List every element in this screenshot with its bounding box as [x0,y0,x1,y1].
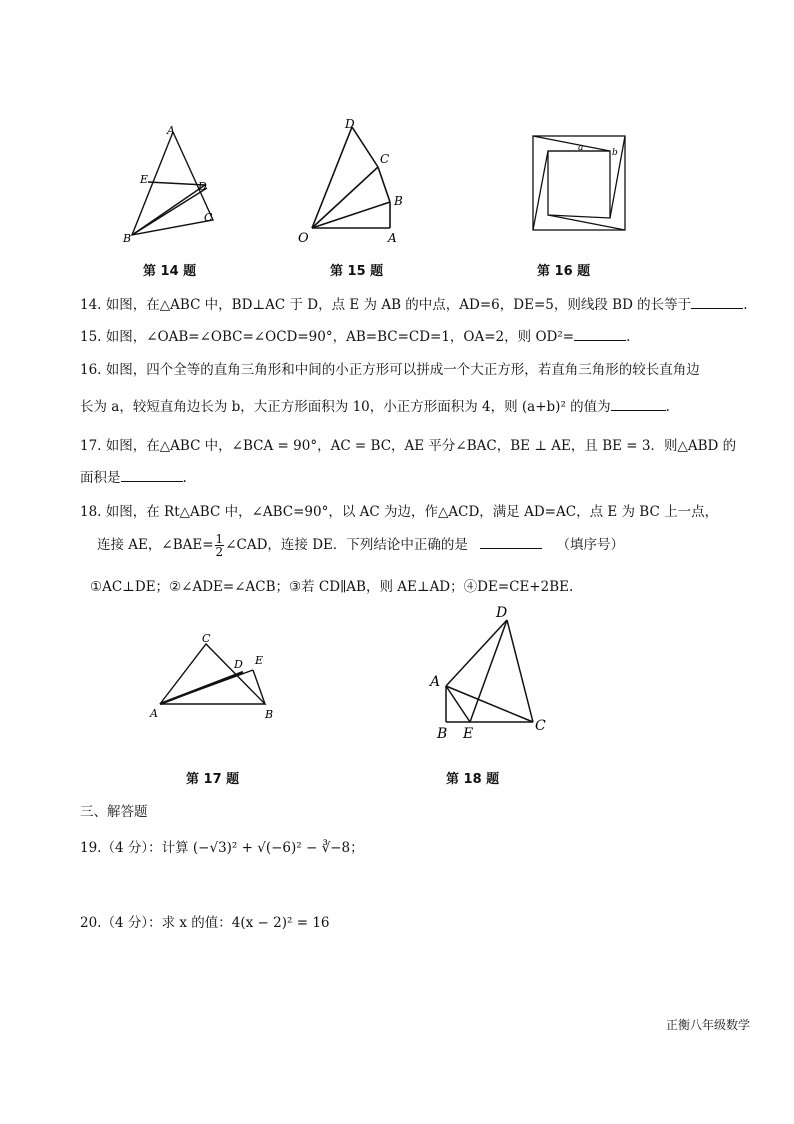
question-14: 14. 如图，在△ABC 中，BD⊥AC 于 D，点 E 为 AB 的中点，AD=6，DE=5，则线段 BD 的长等于 . [80,297,748,313]
segment-de [470,620,507,722]
figure-14-diagram [115,120,225,245]
caption-16: 第 16 题 [537,264,591,279]
answer-blank-18[interactable] [480,536,542,549]
label-a: A [150,707,158,720]
footer-label: 正衡八年级数学 [665,1018,750,1032]
label-c: C [204,211,213,224]
figure-18 [425,600,565,745]
caption-18: 第 18 题 [446,772,500,787]
segment-ad [446,620,507,686]
question-18-line3: ①AC⊥DE；②∠ADE=∠ACB；③若 CD∥AB，则 AE⊥AD；④DE=CE+2BE. [90,579,574,595]
question-19: 19.（4 分）：计算 (−√3)² + √(−6)² − ∛−8； [80,840,364,856]
figure-16 [530,133,630,233]
answer-blank-15[interactable] [574,328,626,341]
label-d: D [234,658,243,671]
figure-17-diagram [145,632,285,724]
label-b: B [123,232,132,245]
segment-be [253,670,265,704]
caption-15: 第 15 题 [330,264,384,279]
label-e: E [255,654,264,667]
triangle-abc [160,644,265,704]
figure-15-diagram [290,115,420,245]
answer-blank-16[interactable] [611,398,666,411]
small-square [548,151,610,218]
label-a: A [388,231,397,245]
fraction-half: $\frac{1}{2}$ [215,532,224,559]
label-e: E [140,173,149,186]
label-b: B [265,708,274,721]
label-a: A [430,674,441,690]
figure-17 [145,632,285,724]
section-heading: 三、解答题 [80,804,148,820]
caption-17: 第 17 题 [186,772,240,787]
label-d: D [496,605,508,621]
label-d: D [198,180,207,193]
label-e: E [463,726,474,742]
label-b: b [612,148,618,158]
question-18-line1: 18. 如图，在 Rt△ABC 中，∠ABC=90°，以 AC 为边，作△ACD，满足 AD=AC，点 E 为 BC 上一点， [80,504,719,520]
segment-oc [312,167,378,228]
segment-bc [378,167,390,202]
question-17-line1: 17. 如图，在△ABC 中，∠BCA = 90°，AC = BC，AE 平分∠BAC，BE ⊥ AE，且 BE = 3．则△ABD 的 [80,438,737,454]
label-d: D [345,117,355,131]
question-15: 15. 如图，∠OAB=∠OBC=∠OCD=90°，AB=BC=CD=1，OA=2，则 OD²= . [80,329,631,345]
label-b: B [437,726,448,742]
label-a: A [167,124,175,137]
segment-od [312,127,352,228]
answer-blank-14[interactable] [691,296,743,309]
segment-cd [352,127,378,167]
label-c: C [380,152,390,166]
segment-cd [507,620,533,722]
answer-blank-17[interactable] [121,469,183,482]
label-a: a [578,143,584,153]
figure-14 [115,120,225,245]
figure-16-diagram [530,133,630,233]
label-c: C [202,632,211,645]
label-c: C [535,718,546,734]
figure-15 [290,115,420,245]
question-16-line2: 长为 a，较短直角边长为 b，大正方形面积为 10，小正方形面积为 4，则 (a+b)² 的值为 . [80,399,670,415]
segment-ob [312,202,390,228]
question-20: 20.（4 分）：求 x 的值：4(x − 2)² = 16 [80,915,330,931]
label-b: B [394,194,403,208]
segment-ac [446,686,533,722]
question-18-line2: 连接 AE，∠BAE= $\frac{1}{2}$ ∠CAD，连接 DE．下列结论中正确的是 （填序号） [97,532,624,559]
figure-18-diagram [425,600,565,745]
question-16-line1: 16. 如图，四个全等的直角三角形和中间的小正方形可以拼成一个大正方形，若直角三角形的较长直角边 [80,362,700,378]
label-o: O [298,231,309,246]
question-17-line2: 面积是 . [80,470,187,486]
caption-14: 第 14 题 [143,264,197,279]
